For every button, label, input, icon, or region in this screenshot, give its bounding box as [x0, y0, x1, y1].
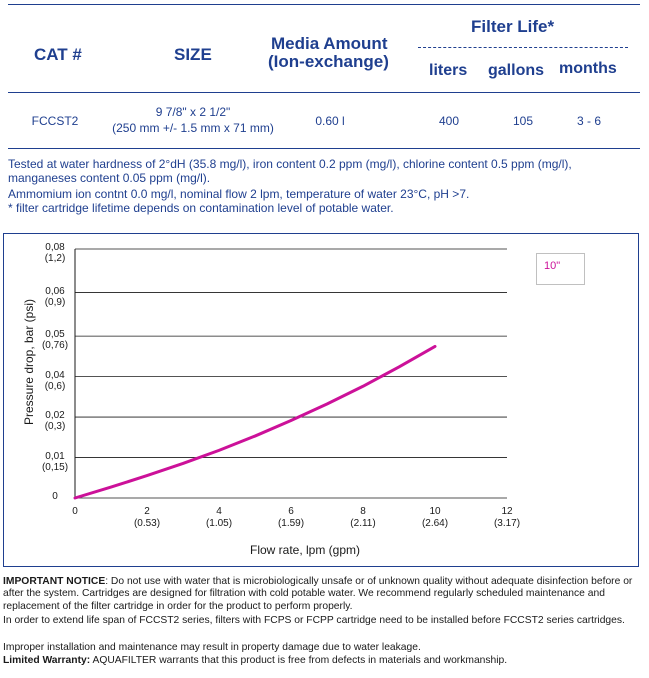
header-size: SIZE	[174, 45, 212, 64]
x-axis-label: Flow rate, lpm (gpm)	[249, 543, 361, 557]
y-tick-label-6: 0,08	[45, 242, 65, 253]
test-conditions-line2: Ammomium ion contnt 0.0 mg/l, nominal flow 2 lpm, temperature of water 23°C, pH >7.	[8, 187, 470, 201]
row-size-line1: 9 7/8" x 2 1/2"	[155, 105, 231, 119]
row-liters: 400	[438, 114, 460, 128]
x-tick-label-4: 8	[360, 506, 366, 517]
x-tick-label-3: 6	[288, 506, 294, 517]
important-notice-text: : Do not use with water that is microbiologically unsafe or of unknown quality without adequate disinfection before or after the system. Cartridges are designed for filtration with cold potable water. We recommend regularly scheduled maintenance and replacement of the filter cartridge in order for the product to perform properly.	[3, 576, 633, 612]
important-notice	[3, 576, 639, 613]
y-tick-sublabel-1: (0,15)	[41, 461, 69, 473]
y-tick-sublabel-6: (1,2)	[44, 253, 66, 264]
header-liters: liters	[429, 62, 468, 79]
row-gallons: 105	[512, 114, 534, 128]
x-tick-sublabel-4: (2.11)	[350, 518, 376, 529]
y-tick-label-1: 0,01	[45, 450, 65, 462]
y-tick-label-2: 0,02	[45, 410, 65, 422]
table-top-rule	[8, 4, 640, 5]
installation-note: Improper installation and maintenance may result in property damage due to water leakage.	[3, 642, 421, 653]
header-gallons: gallons	[488, 62, 545, 79]
row-size-line2: (250 mm +/- 1.5 mm x 71 mm)	[112, 121, 274, 135]
header-filter-life: Filter Life*	[471, 17, 555, 36]
x-tick-label-5: 10	[429, 506, 441, 517]
x-tick-sublabel-2: (1.05)	[205, 518, 233, 529]
header-media-line2: (Ion-exchange)	[268, 52, 389, 71]
lifetime-footnote: * filter cartridge lifetime depends on contamination level of potable water.	[8, 201, 394, 215]
x-tick-sublabel-5: (2.64)	[421, 518, 449, 529]
test-conditions-line1: Tested at water hardness of 2°dH (35.8 mg/l), iron content 0.2 ppm (mg/l), chlorine content 0.5 ppm (mg/l), manganeses content 0.05 ppm (mg/l).	[8, 157, 572, 185]
extend-life-note: In order to extend life span of FCCST2 series, filters with FCPS or FCPP cartridge need to be installed before FCCST2 series cartridges.	[3, 615, 625, 626]
legend	[536, 253, 585, 285]
row-cat: FCCST2	[31, 114, 79, 128]
x-tick-sublabel-3: (1.59)	[277, 518, 305, 529]
limited-warranty	[3, 655, 639, 667]
y-tick-sublabel-4: (0,76)	[41, 340, 69, 352]
x-tick-label-1: 2	[144, 506, 150, 517]
y-tick-sublabel-5: (0,9)	[44, 296, 66, 308]
legend-series-label: 10"	[544, 260, 561, 272]
x-tick-label-2: 4	[216, 506, 222, 517]
header-media-line1: Media Amount	[271, 34, 388, 53]
x-tick-sublabel-1: (0.53)	[133, 518, 161, 529]
row-months: 3 - 6	[576, 114, 601, 128]
table-bottom-rule	[8, 148, 640, 149]
warranty-text: AQUAFILTER warrants that this product is free from defects in materials and workmanship.	[90, 655, 508, 666]
y-tick-label-5: 0,06	[45, 285, 65, 297]
warranty-label: Limited Warranty:	[3, 655, 91, 666]
header-cat: CAT #	[34, 45, 82, 64]
important-notice-label: IMPORTANT NOTICE	[3, 576, 106, 587]
x-tick-label-0: 0	[72, 506, 78, 517]
row-media: 0.60 l	[315, 114, 345, 128]
y-tick-label-4: 0,05	[45, 329, 65, 341]
y-tick-sublabel-3: (0,6)	[44, 380, 66, 392]
y-axis-label: Pressure drop, bar (psi)	[22, 298, 36, 426]
y-tick-label-0: 0	[52, 491, 58, 502]
series-line-0	[75, 346, 435, 498]
x-tick-sublabel-6: (3.17)	[493, 518, 521, 529]
header-months: months	[559, 60, 617, 77]
y-tick-label-3: 0,04	[45, 369, 65, 381]
filter-life-divider	[418, 47, 628, 48]
x-tick-label-6: 12	[501, 506, 513, 517]
y-tick-sublabel-2: (0,3)	[44, 421, 66, 433]
table-header-rule	[8, 92, 640, 93]
